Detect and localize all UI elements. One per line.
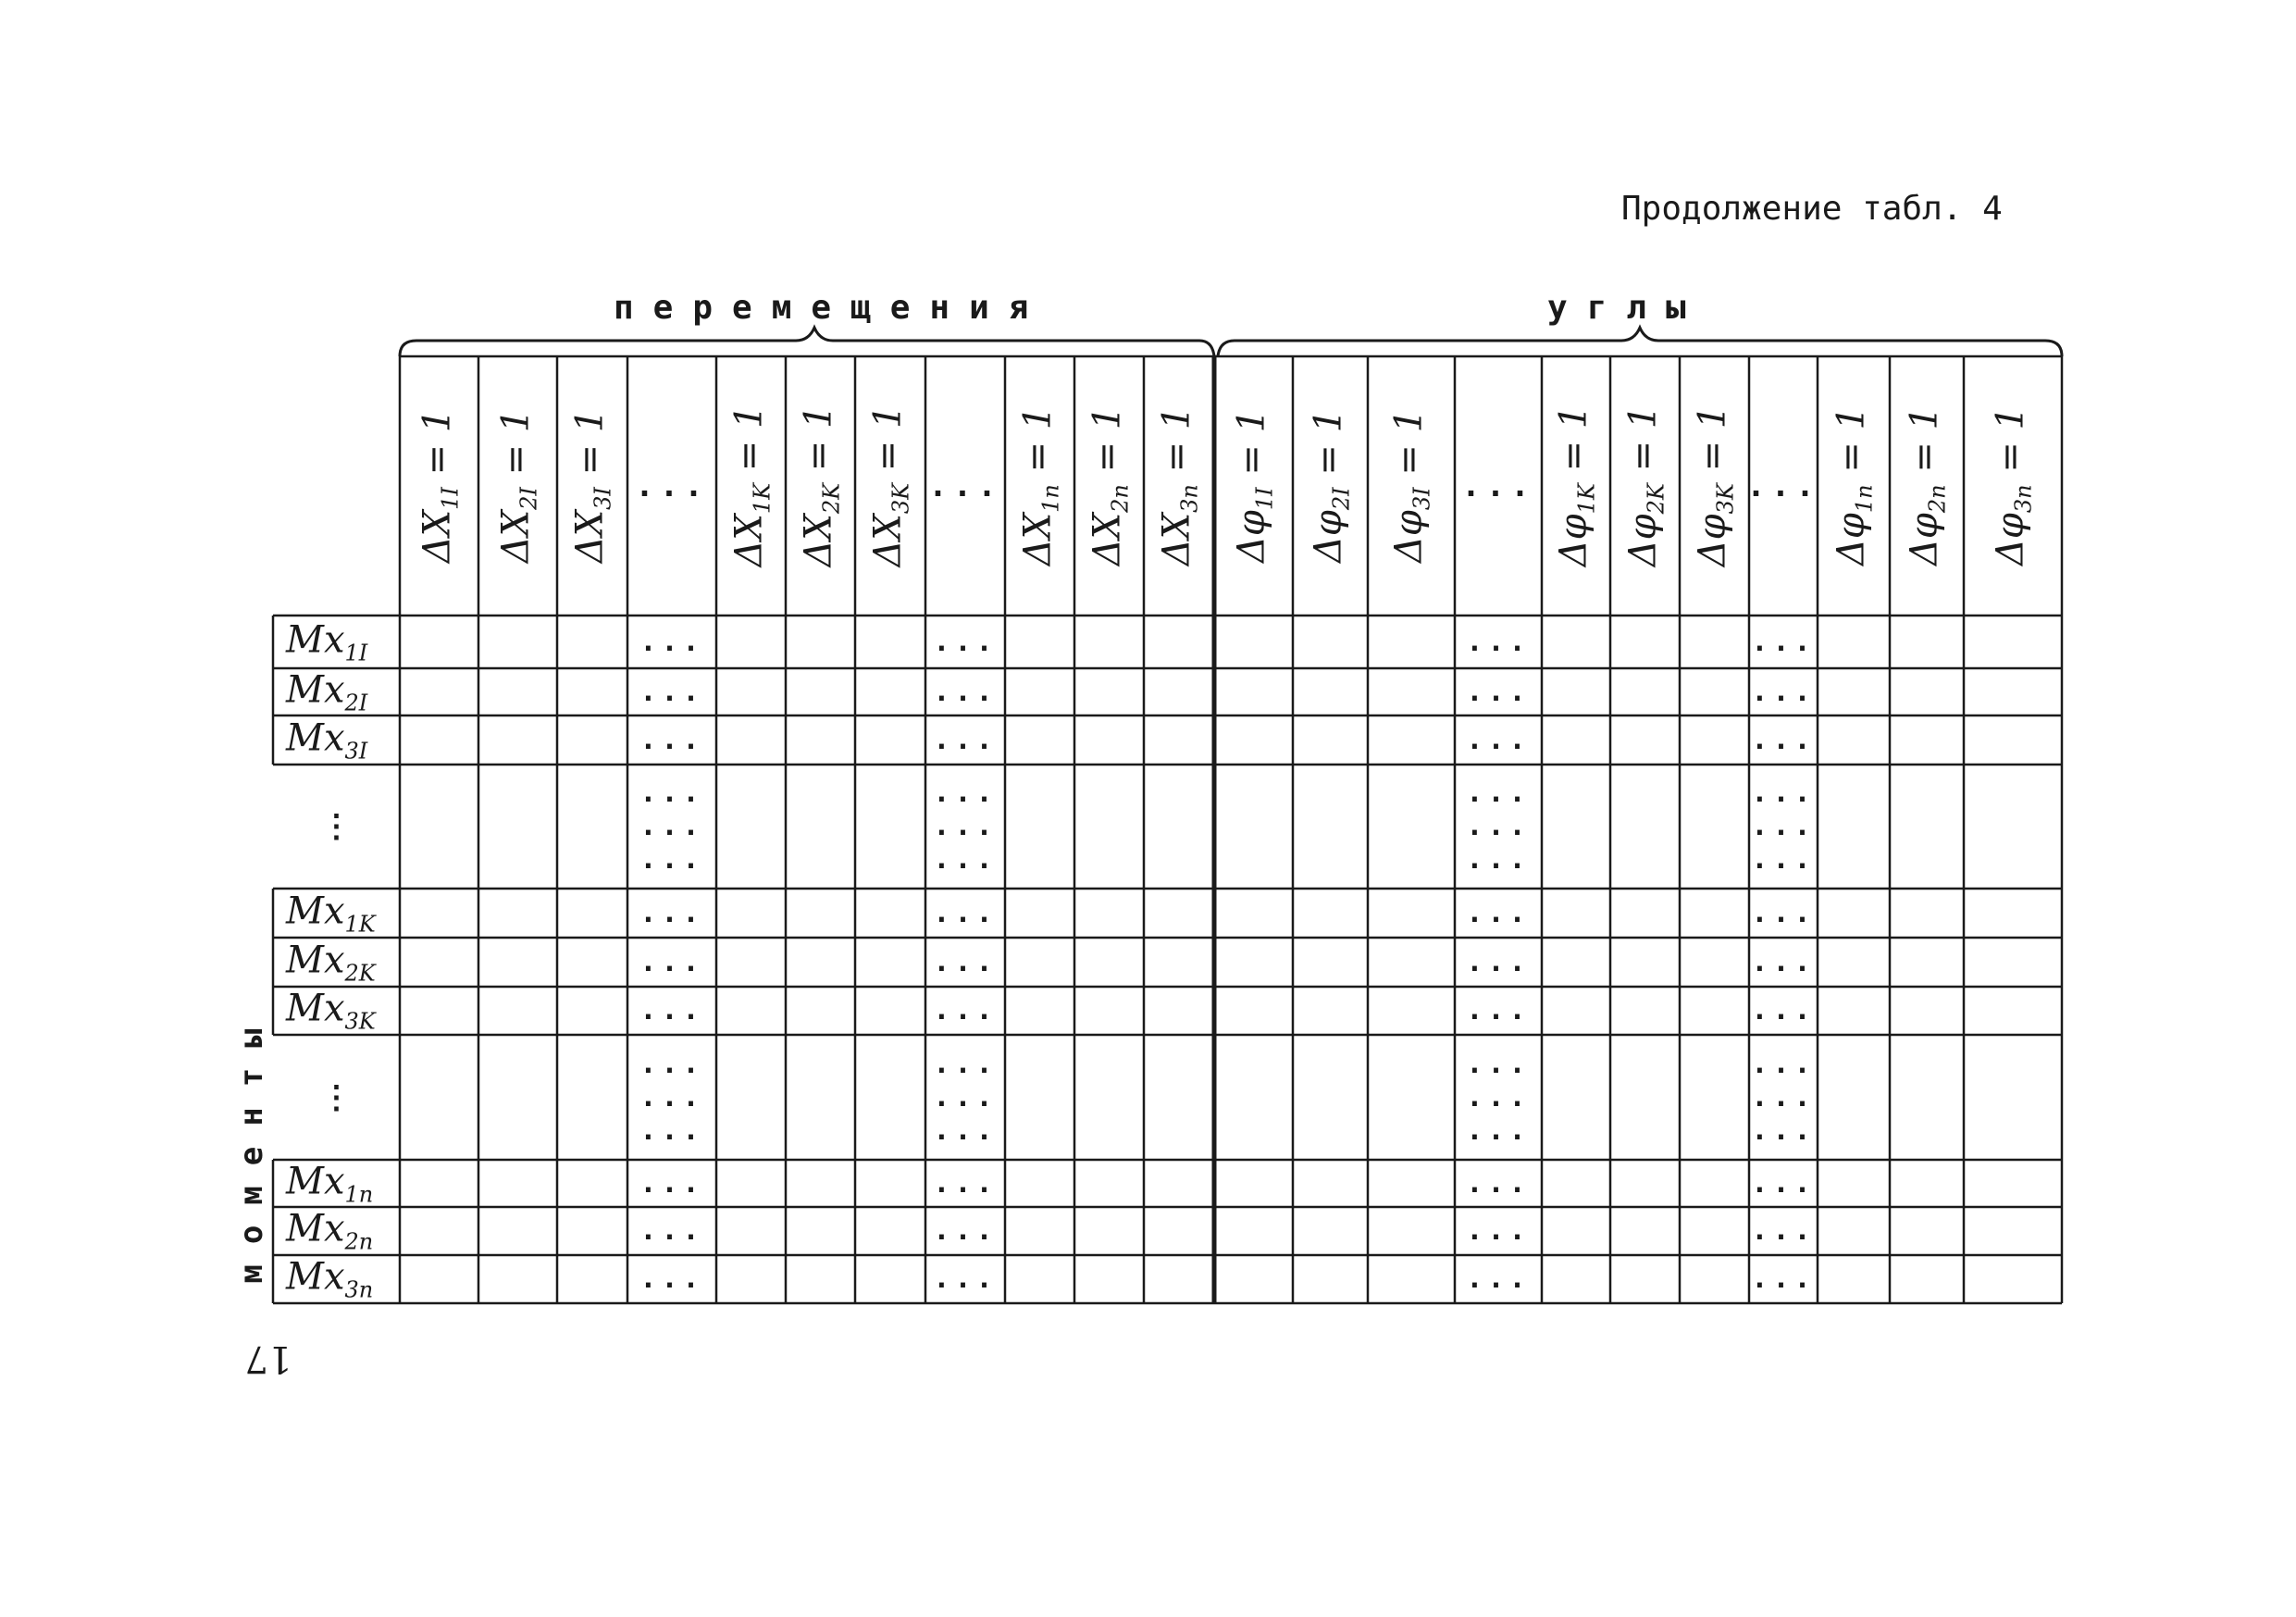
cell-ellipsis: ...	[639, 723, 704, 756]
cell-ellipsis: ...	[933, 1263, 998, 1295]
column-header: $\Delta\varphi_{3K} = 1$	[1691, 404, 1738, 567]
cell-ellipsis: ...	[639, 675, 704, 708]
row-header-ellipsis: ⋮	[320, 808, 353, 845]
column-header: $\Delta\varphi_{1I} = 1$	[1230, 408, 1277, 564]
cell-ellipsis: ...	[1751, 994, 1816, 1026]
side-label-moments: моменты	[233, 1008, 270, 1284]
column-header: $\Delta X_{1K} = 1$	[727, 404, 775, 567]
row-header: $Mx_{1I}$	[286, 618, 368, 665]
brace-displacements	[400, 328, 1214, 356]
cell-ellipsis: ...	[1466, 625, 1531, 658]
cell-ellipsis: ...	[1466, 994, 1531, 1026]
column-header: $\Delta X_{3I} = 1$	[568, 408, 616, 564]
cell-ellipsis: ... ... ...	[639, 777, 704, 876]
cell-ellipsis: ...	[1751, 1166, 1816, 1200]
page-number: 17	[244, 1337, 292, 1380]
column-header-ellipsis: ...	[635, 467, 709, 504]
cell-ellipsis: ...	[1466, 1214, 1531, 1247]
column-header: $\Delta X_{3K} = 1$	[866, 404, 914, 567]
column-header: $\Delta\varphi_{1K} = 1$	[1552, 404, 1600, 567]
column-header: $\Delta\varphi_{2K} = 1$	[1621, 404, 1669, 567]
cell-ellipsis: ...	[639, 625, 704, 658]
cell-ellipsis: ... ... ...	[1466, 777, 1531, 876]
cell-ellipsis: ... ... ...	[1751, 1047, 1816, 1147]
cell-ellipsis: ...	[1751, 723, 1816, 756]
column-header: $\Delta X_{2n} = 1$	[1086, 405, 1133, 566]
column-header-ellipsis: ...	[928, 467, 1002, 504]
cell-ellipsis: ...	[1751, 675, 1816, 708]
cell-ellipsis: ...	[1466, 896, 1531, 929]
column-header: $\Delta\varphi_{1n} = 1$	[1830, 405, 1878, 566]
row-header: $Mx_{2I}$	[286, 668, 368, 715]
row-header: $Mx_{3K}$	[286, 987, 376, 1035]
cell-ellipsis: ...	[1751, 1263, 1816, 1295]
column-header: $\Delta X_{1I} = 1$	[416, 408, 463, 564]
cell-ellipsis: ...	[933, 625, 998, 658]
cell-ellipsis: ...	[933, 1166, 998, 1200]
cell-ellipsis: ...	[1466, 1263, 1531, 1295]
cell-ellipsis: ...	[933, 1214, 998, 1247]
cell-ellipsis: ...	[1751, 896, 1816, 929]
cell-ellipsis: ...	[639, 945, 704, 978]
cell-ellipsis: ... ... ...	[933, 777, 998, 876]
column-header: $\Delta X_{1n} = 1$	[1016, 405, 1063, 566]
column-header: $\Delta\varphi_{3I} = 1$	[1387, 408, 1435, 564]
column-header-ellipsis: ...	[1461, 467, 1535, 504]
group-label-angles: углы	[1547, 289, 1706, 327]
cell-ellipsis: ...	[1466, 945, 1531, 978]
brace-angles	[1218, 328, 2062, 356]
cell-ellipsis: ...	[933, 723, 998, 756]
cell-ellipsis: ... ... ...	[933, 1047, 998, 1147]
row-header: $Mx_{3n}$	[286, 1255, 374, 1303]
column-header: $\Delta X_{3n} = 1$	[1155, 405, 1203, 566]
column-header-ellipsis: ...	[1746, 467, 1820, 504]
cell-ellipsis: ...	[1466, 723, 1531, 756]
column-header: $\Delta\varphi_{2n} = 1$	[1903, 405, 1951, 566]
cell-ellipsis: ... ... ...	[1466, 1047, 1531, 1147]
row-header-ellipsis: ⋮	[320, 1078, 353, 1116]
cell-ellipsis: ...	[639, 1263, 704, 1295]
cell-ellipsis: ...	[639, 1166, 704, 1200]
cell-ellipsis: ...	[933, 896, 998, 929]
cell-ellipsis: ...	[933, 994, 998, 1026]
cell-ellipsis: ...	[639, 994, 704, 1026]
column-header: $\Delta\varphi_{2I} = 1$	[1307, 408, 1354, 564]
cell-ellipsis: ... ... ...	[639, 1047, 704, 1147]
cell-ellipsis: ...	[1466, 1166, 1531, 1200]
group-label-displacements: перемещения	[614, 289, 1049, 327]
table-caption: Продолжение табл. 4	[1621, 190, 2003, 228]
cell-ellipsis: ...	[639, 1214, 704, 1247]
column-header: $\Delta X_{2I} = 1$	[494, 408, 541, 564]
row-header: $Mx_{3I}$	[286, 716, 368, 764]
cell-ellipsis: ...	[1751, 945, 1816, 978]
cell-ellipsis: ...	[1751, 1214, 1816, 1247]
row-header: $Mx_{2K}$	[286, 939, 376, 986]
cell-ellipsis: ... ... ...	[1751, 777, 1816, 876]
row-header: $Mx_{2n}$	[286, 1207, 374, 1255]
column-header: $\Delta\varphi_{3n} = 1$	[1989, 405, 2037, 566]
row-header: $Mx_{1n}$	[286, 1160, 374, 1207]
cell-ellipsis: ...	[639, 896, 704, 929]
cell-ellipsis: ...	[933, 675, 998, 708]
cell-ellipsis: ...	[933, 945, 998, 978]
row-header: $Mx_{1K}$	[286, 889, 376, 937]
cell-ellipsis: ...	[1751, 625, 1816, 658]
cell-ellipsis: ...	[1466, 675, 1531, 708]
column-header: $\Delta X_{2K} = 1$	[797, 404, 844, 567]
